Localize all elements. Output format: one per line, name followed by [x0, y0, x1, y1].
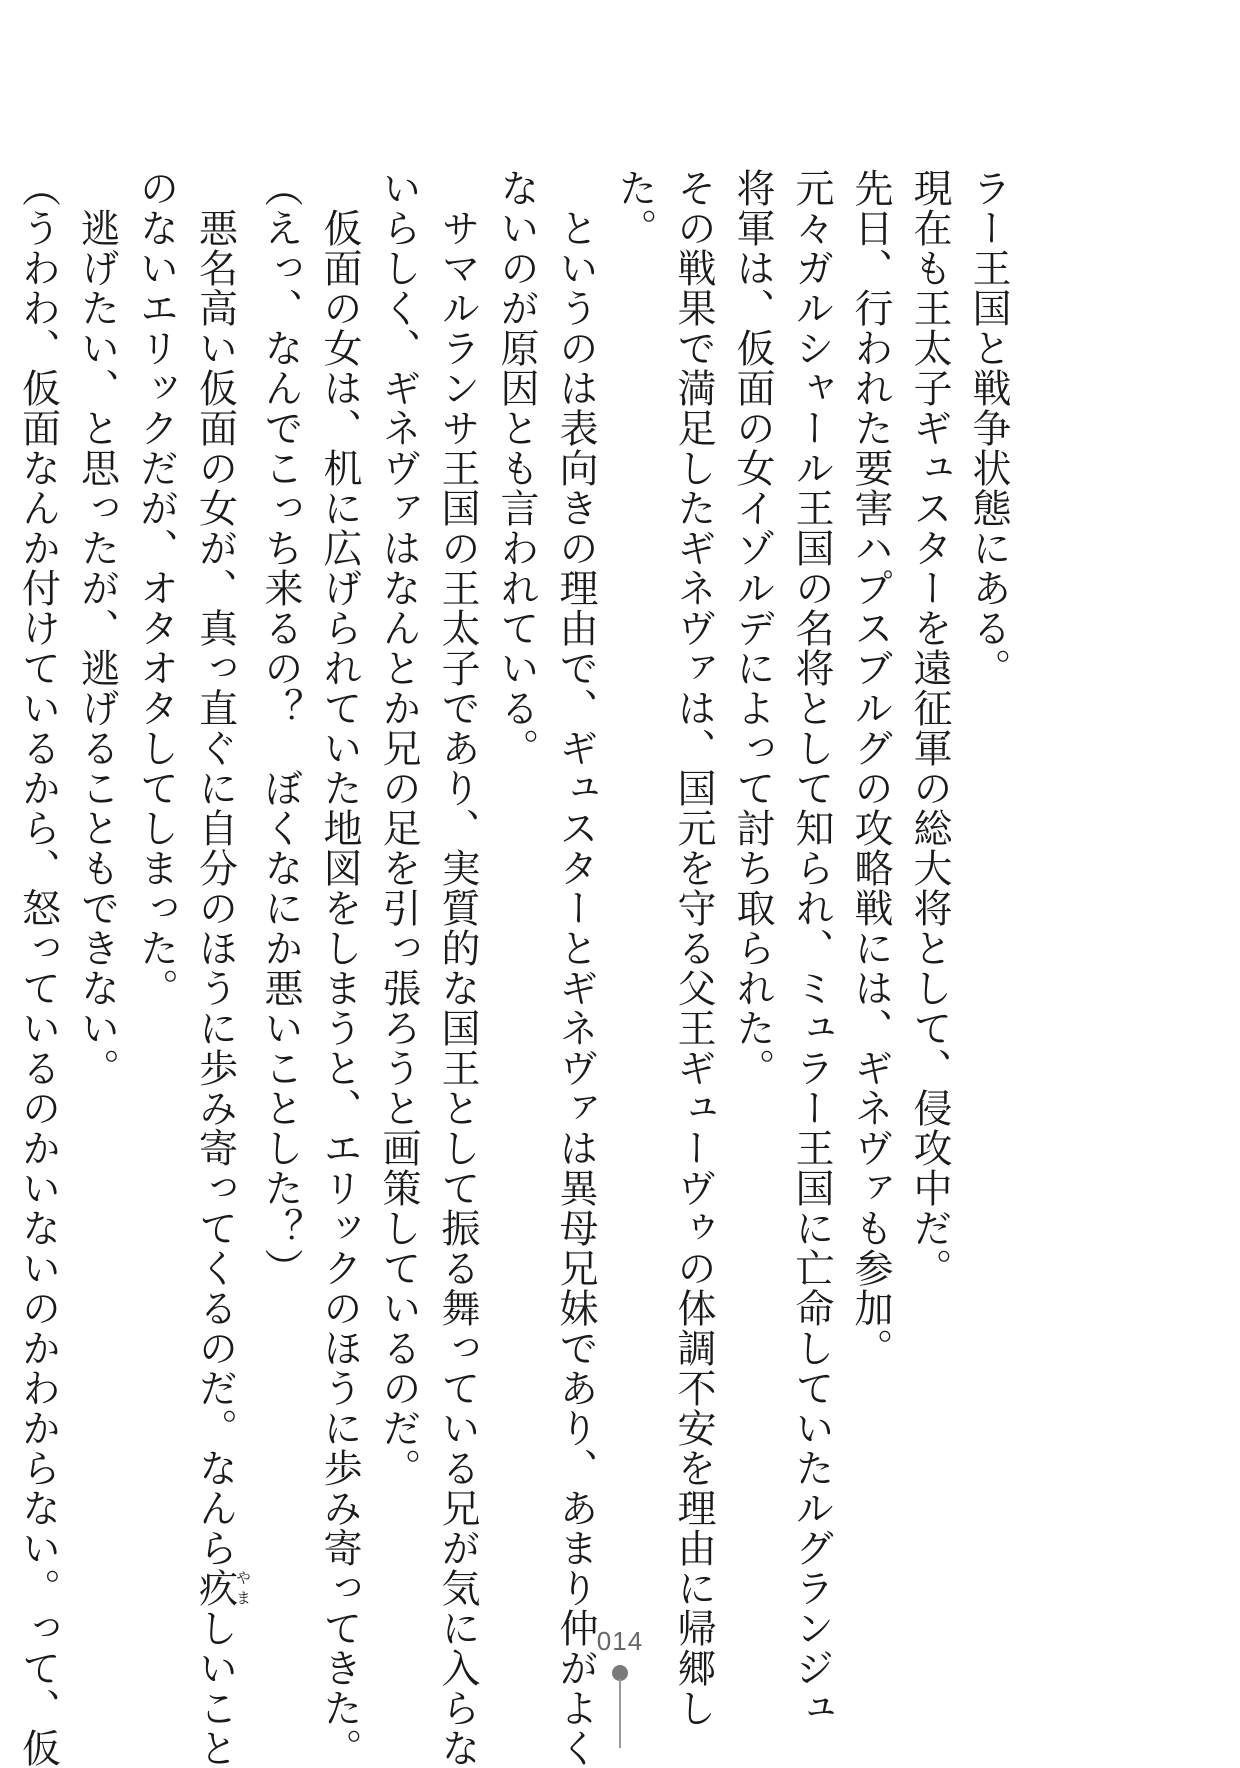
text-line: た。 — [612, 168, 657, 248]
text-line: ラー王国と戦争状態にある。 — [966, 168, 1011, 688]
ruby-base: 疚 — [192, 1568, 238, 1608]
text-line-with-ruby — [186, 168, 252, 1768]
text-line: （えっ、なんでこっち来るの？ ぼくなにか悪いことした？） — [258, 168, 303, 1288]
text-line: 元々ガルシャール王国の名将として知られ、ミュラー王国に亡命していたルグランジュ — [789, 168, 834, 1728]
page-marker-line — [619, 1679, 621, 1748]
text-line: というのは表向きの理由で、ギュスターとギネヴァは異母兄妹であり、あまり仲がよく — [553, 168, 598, 1768]
text-line: 現在も王太子ギュスターを遠征軍の総大将として、侵攻中だ。 — [907, 168, 952, 1288]
text-line: のないエリックだが、オタオタしてしまった。 — [133, 168, 179, 1008]
ruby-reading: やま — [234, 1568, 252, 1608]
text-line: いらしく、ギネヴァはなんとか兄の足を引っ張ろうと画策しているのだ。 — [376, 168, 421, 1488]
text-line: その戦果で満足したギネヴァは、国元を守る父王ギューヴゥの体調不安を理由に帰郷し — [671, 168, 716, 1728]
text-line-tail: しいこと — [192, 1608, 238, 1768]
text-line: 将軍は、仮面の女イゾルデによって討ち取られた。 — [730, 168, 775, 1088]
text-line: ないのが原因とも言われている。 — [494, 168, 539, 768]
text-line: 仮面の女は、机に広げられていた地図をしまうと、エリックのほうに歩み寄ってきた。 — [317, 168, 362, 1768]
page-number: 014 — [596, 1626, 644, 1656]
ruby-annotation — [192, 1568, 252, 1608]
text-line: サマルランサ王国の王太子であり、実質的な国王として振る舞っている兄が気に入らな — [435, 168, 480, 1768]
text-line-head: 悪名高い仮面の女が、真っ直ぐに自分のほうに歩み寄ってくるのだ。なんら — [192, 168, 238, 1568]
text-line: （うわわ、仮面なんか付けているから、怒っているのかいないのかわからない。って、仮 — [15, 168, 61, 1768]
text-line: 先日、行われた要害ハプスブルグの攻略戦には、ギネヴァも参加。 — [848, 168, 893, 1368]
text-line: 逃げたい、と思ったが、逃げることもできない。 — [74, 168, 120, 1088]
